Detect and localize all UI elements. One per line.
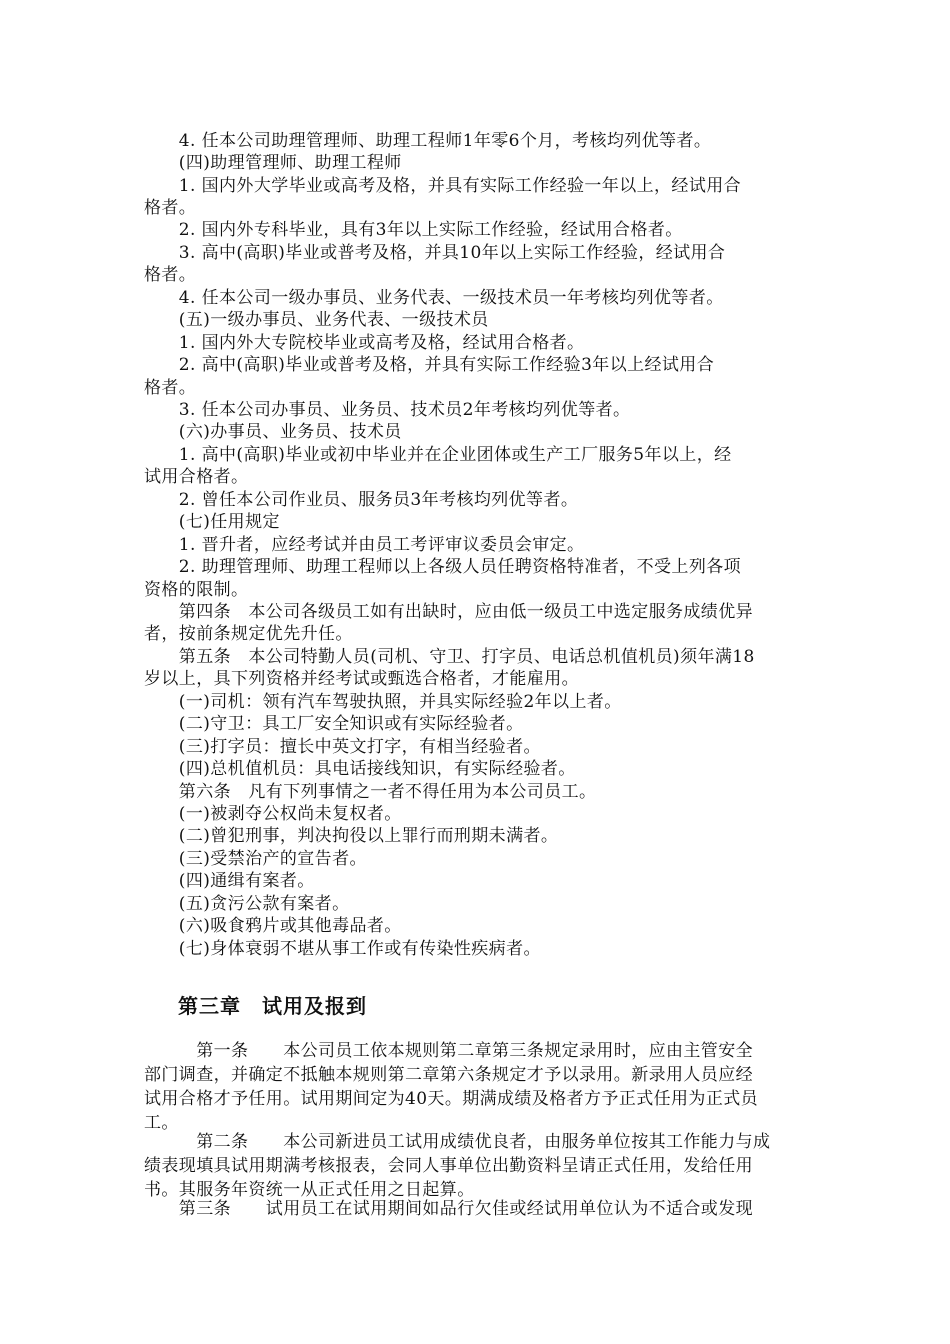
text-line: 第二条 本公司新进员工试用成绩优良者，由服务单位按其工作能力与成 (144, 1132, 771, 1152)
text-line: 资格的限制。 (144, 580, 249, 600)
text-line: (六)吸食鸦片或其他毒品者。 (144, 916, 402, 936)
text-line: 格者。 (144, 265, 197, 285)
text-line: 岁以上，具下列资格并经考试或甄选合格者，才能雇用。 (144, 669, 579, 689)
text-line: 4. 任本公司一级办事员、业务代表、一级技术员一年考核均列优等者。 (144, 288, 724, 308)
text-line: (一)司机：领有汽车驾驶执照，并具实际经验2年以上者。 (144, 692, 622, 712)
text-line: 书。其服务年资统一从正式任用之日起算。 (144, 1180, 475, 1200)
text-line: 第五条 本公司特勤人员(司机、守卫、打字员、电话总机值机员)须年满18 (144, 647, 755, 667)
text-line: (七)任用规定 (144, 512, 280, 532)
text-line: 2. 高中(高职)毕业或普考及格，并具有实际工作经验3年以上经试用合 (144, 355, 715, 375)
text-line: (一)被剥夺公权尚未复权者。 (144, 804, 402, 824)
text-line: 工。 (144, 1113, 179, 1133)
text-line: (四)通缉有案者。 (144, 871, 315, 891)
text-line: (二)曾犯刑事，判决拘役以上罪行而刑期未满者。 (144, 826, 559, 846)
text-line: (五)贪污公款有案者。 (144, 894, 350, 914)
text-line: (三)受禁治产的宣告者。 (144, 849, 367, 869)
text-line: 2. 助理管理师、助理工程师以上各级人员任聘资格特准者，不受上列各项 (144, 557, 742, 577)
text-line: (五)一级办事员、业务代表、一级技术员 (144, 310, 489, 330)
text-line: 试用合格才予任用。试用期间定为40天。期满成绩及格者方予正式任用为正式员 (144, 1089, 759, 1109)
text-line: 格者。 (144, 378, 197, 398)
text-line: 3. 任本公司办事员、业务员、技术员2年考核均列优等者。 (144, 400, 631, 420)
text-line: 第六条 凡有下列事情之一者不得任用为本公司员工。 (144, 782, 597, 802)
text-line: 2. 曾任本公司作业员、服务员3年考核均列优等者。 (144, 490, 579, 510)
text-line: 绩表现填具试用期满考核报表，会同人事单位出勤资料呈请正式任用，发给任用 (144, 1156, 753, 1176)
text-line: (三)打字员：擅长中英文打字，有相当经验者。 (144, 737, 541, 757)
text-line: 第一条 本公司员工依本规则第二章第三条规定录用时，应由主管安全 (144, 1041, 753, 1061)
text-line: 格者。 (144, 198, 197, 218)
text-line: 2. 国内外专科毕业，具有3年以上实际工作经验，经试用合格者。 (144, 220, 683, 240)
chapter-heading: 第三章 试用及报到 (178, 994, 367, 1018)
text-line: 第三条 试用员工在试用期间如品行欠佳或经试用单位认为不适合或发现 (144, 1199, 753, 1219)
text-line: (六)办事员、业务员、技术员 (144, 422, 402, 442)
text-line: 试用合格者。 (144, 467, 249, 487)
text-line: (四)助理管理师、助理工程师 (144, 153, 402, 173)
text-line: 4. 任本公司助理管理师、助理工程师1年零6个月，考核均列优等者。 (144, 131, 712, 151)
text-line: 者，按前条规定优先升任。 (144, 624, 353, 644)
text-line: (二)守卫：具工厂安全知识或有实际经验者。 (144, 714, 524, 734)
text-line: 1. 晋升者，应经考试并由员工考评审议委员会审定。 (144, 535, 585, 555)
text-line: (四)总机值机员：具电话接线知识，有实际经验者。 (144, 759, 576, 779)
text-line: 1. 高中(高职)毕业或初中毕业并在企业团体或生产工厂服务5年以上，经 (144, 445, 732, 465)
text-line: (七)身体衰弱不堪从事工作或有传染性疾病者。 (144, 939, 541, 959)
text-line: 3. 高中(高职)毕业或普考及格，并具10年以上实际工作经验，经试用合 (144, 243, 726, 263)
text-line: 1. 国内外大学毕业或高考及格，并具有实际工作经验一年以上，经试用合 (144, 176, 742, 196)
text-line: 第四条 本公司各级员工如有出缺时，应由低一级员工中选定服务成绩优异 (144, 602, 753, 622)
text-line: 部门调查，并确定不抵触本规则第二章第六条规定才予以录用。新录用人员应经 (144, 1065, 753, 1085)
text-line: 1. 国内外大专院校毕业或高考及格，经试用合格者。 (144, 333, 585, 353)
